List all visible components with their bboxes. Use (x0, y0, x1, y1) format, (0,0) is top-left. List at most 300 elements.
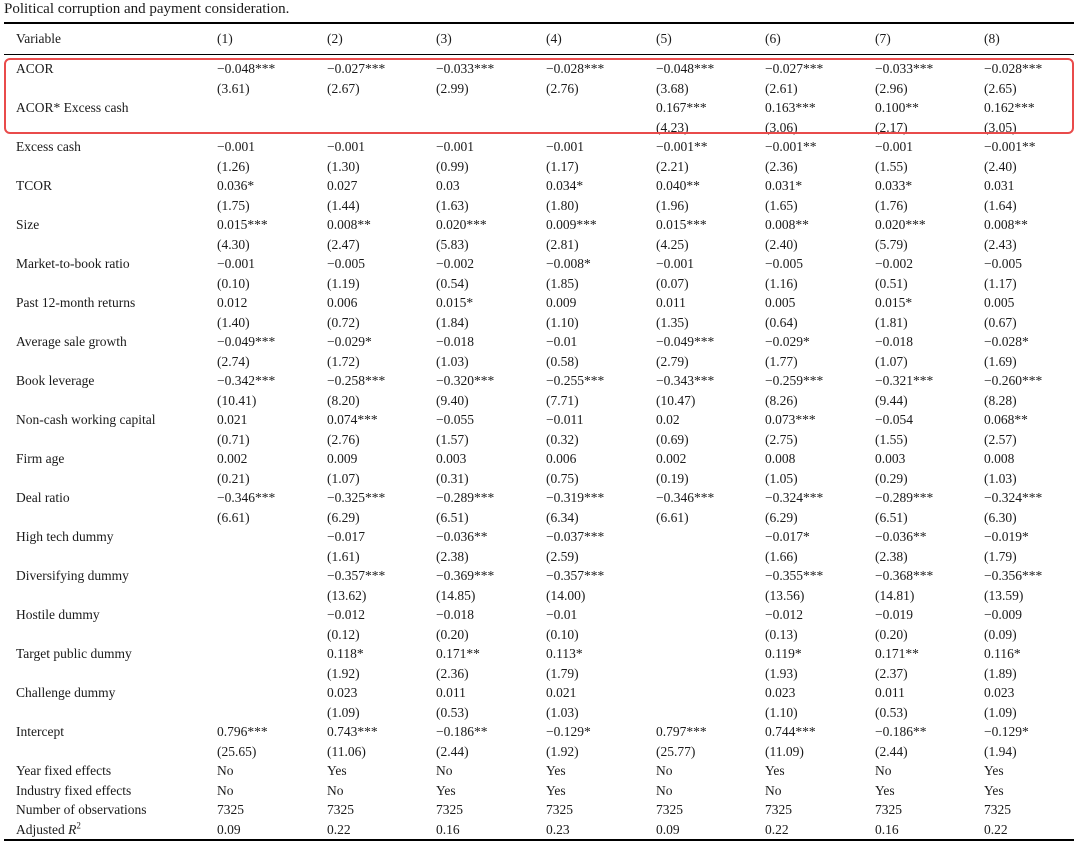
coef-row (4, 137, 1074, 157)
coef-cell: 0.033* (875, 178, 913, 193)
tstat-cell: (0.51) (875, 275, 908, 291)
tstat-cell (644, 547, 753, 567)
row-label-empty (4, 274, 205, 294)
row-label-empty (4, 469, 205, 489)
tstat-cell: (25.65) (217, 743, 257, 759)
tstat-cell: (10.41) (217, 392, 257, 408)
footer-cell: 7325 (546, 802, 573, 817)
footer-cell: Yes (765, 763, 785, 778)
coef-cell: −0.001 (217, 256, 255, 271)
row-label-empty (4, 742, 205, 762)
row-label: TCOR (16, 178, 53, 193)
tstat-row (4, 586, 1074, 606)
tstat-cell: (2.96) (875, 80, 908, 96)
coef-cell: 0.008** (327, 217, 371, 232)
coef-cell: −0.033*** (875, 61, 934, 76)
tstat-cell: (2.44) (436, 743, 469, 759)
header-variable: Variable (4, 23, 205, 55)
coef-cell: −0.036** (436, 529, 488, 544)
row-label: Book leverage (16, 373, 95, 388)
tstat-row (4, 157, 1074, 177)
tstat-cell: (1.10) (546, 314, 579, 330)
coef-cell: −0.001 (546, 139, 584, 154)
tstat-cell: (2.65) (984, 80, 1017, 96)
regression-table (4, 22, 1074, 841)
r-symbol: R (68, 821, 77, 837)
tstat-cell: (2.75) (765, 431, 798, 447)
row-label-empty (4, 430, 205, 450)
tstat-cell: (2.74) (217, 353, 250, 369)
tstat-cell (205, 586, 315, 606)
footer-cell: 7325 (327, 802, 354, 817)
tstat-cell (205, 118, 315, 138)
header-col-6: (6) (753, 23, 863, 55)
tstat-cell: (0.58) (546, 353, 579, 369)
coef-cell: −0.186** (436, 724, 488, 739)
coef-cell: −0.186** (875, 724, 927, 739)
footer-cell: 7325 (217, 802, 244, 817)
adjusted-word: Adjusted (16, 821, 65, 837)
tstat-row (4, 352, 1074, 372)
coef-cell: 0.073*** (765, 412, 816, 427)
row-label-empty (4, 664, 205, 684)
tstat-cell: (1.75) (217, 197, 250, 213)
coef-cell: −0.289*** (875, 490, 934, 505)
coef-cell: 0.005 (984, 295, 1015, 310)
coef-cell: −0.001 (436, 139, 474, 154)
tstat-cell: (1.94) (984, 743, 1017, 759)
coef-cell: −0.018 (875, 334, 913, 349)
coef-cell: 0.006 (546, 451, 577, 466)
tstat-cell: (1.09) (327, 704, 360, 720)
coef-cell: −0.028*** (546, 61, 605, 76)
tstat-cell: (1.69) (984, 353, 1017, 369)
tstat-cell: (2.17) (875, 119, 908, 135)
row-label: Past 12-month returns (16, 295, 136, 310)
tstat-cell: (1.77) (765, 353, 798, 369)
coef-cell: −0.342*** (217, 373, 276, 388)
tstat-cell: (1.17) (546, 158, 579, 174)
coef-cell: −0.324*** (765, 490, 824, 505)
footer-cell: Yes (875, 782, 895, 798)
coef-cell: 0.009 (327, 451, 358, 466)
tstat-cell: (4.25) (656, 236, 689, 252)
coef-cell: 0.021 (217, 412, 248, 427)
coef-cell (534, 98, 644, 118)
tstat-cell: (1.76) (875, 197, 908, 213)
coef-cell: −0.255*** (546, 373, 605, 388)
coef-cell: 0.171** (875, 646, 919, 661)
tstat-cell (644, 586, 753, 606)
footer-cell: Yes (327, 763, 347, 778)
tstat-cell: (0.54) (436, 275, 469, 291)
coef-cell: −0.029* (327, 334, 372, 349)
tstat-cell: (6.29) (327, 509, 360, 525)
tstat-cell: (0.64) (765, 314, 798, 330)
tstat-cell: (1.63) (436, 197, 469, 213)
coef-cell: −0.001** (984, 139, 1036, 154)
tstat-cell: (1.65) (765, 197, 798, 213)
row-label: Challenge dummy (16, 685, 116, 700)
coef-cell (205, 683, 315, 703)
tstat-cell: (3.61) (217, 80, 250, 96)
tstat-cell: (0.75) (546, 470, 579, 486)
coef-cell: −0.017* (765, 529, 810, 544)
tstat-cell: (3.05) (984, 119, 1017, 135)
tstat-cell: (0.19) (656, 470, 689, 486)
coef-cell: 0.015* (875, 295, 913, 310)
tstat-cell: (2.76) (546, 80, 579, 96)
footer-cell: Yes (984, 763, 1004, 778)
coef-cell: 0.027 (327, 178, 358, 193)
tstat-cell: (10.47) (656, 392, 696, 408)
tstat-cell: (2.40) (984, 158, 1017, 174)
coef-cell: 0.008** (984, 217, 1028, 232)
coef-cell: −0.019 (875, 607, 913, 622)
footer-cell: 7325 (765, 802, 792, 817)
tstat-cell: (0.07) (656, 275, 689, 291)
coef-cell: −0.001 (875, 139, 913, 154)
coef-cell: −0.319*** (546, 490, 605, 505)
row-label: Firm age (16, 451, 65, 466)
coef-row (4, 683, 1074, 703)
coef-cell: −0.048*** (217, 61, 276, 76)
tstat-cell: (0.10) (546, 626, 579, 642)
coef-cell: 0.031* (765, 178, 803, 193)
coef-cell: −0.289*** (436, 490, 495, 505)
coef-cell: 0.167*** (656, 100, 707, 115)
coef-cell: −0.258*** (327, 373, 386, 388)
footer-cell: 7325 (984, 802, 1011, 817)
tstat-cell: (1.89) (984, 665, 1017, 681)
coef-cell: −0.01 (546, 607, 578, 622)
coef-cell: 0.031 (984, 178, 1015, 193)
tstat-row (4, 430, 1074, 450)
tstat-cell (205, 625, 315, 645)
coef-cell: −0.01 (546, 334, 578, 349)
header-col-8: (8) (972, 23, 1074, 55)
adjusted-r2-cell: 0.09 (205, 820, 315, 841)
coef-cell: 0.011 (656, 295, 686, 310)
coef-cell (644, 566, 753, 586)
tstat-cell: (0.99) (436, 158, 469, 174)
tstat-cell (205, 703, 315, 723)
header-col-7: (7) (863, 23, 972, 55)
tstat-cell (644, 664, 753, 684)
coef-cell: −0.325*** (327, 490, 386, 505)
coef-cell: 0.036* (217, 178, 255, 193)
coef-cell: −0.002 (875, 256, 913, 271)
tstat-cell: (2.44) (875, 743, 908, 759)
tstat-cell: (1.64) (984, 197, 1017, 213)
footer-row (4, 781, 1074, 801)
header-col-5: (5) (644, 23, 753, 55)
tstat-cell: (0.71) (217, 431, 250, 447)
tstat-cell: (1.80) (546, 197, 579, 213)
coef-cell: 0.015* (436, 295, 474, 310)
row-label-empty (4, 586, 205, 606)
coef-cell: −0.018 (436, 607, 474, 622)
footer-cell: No (436, 763, 453, 778)
coef-row (4, 254, 1074, 274)
tstat-cell: (6.61) (656, 509, 689, 525)
tstat-cell: (6.61) (217, 509, 250, 525)
table-caption: Political corruption and payment consideration. (4, 1, 290, 17)
tstat-row (4, 664, 1074, 684)
coef-cell: −0.008* (546, 256, 591, 271)
coef-cell: 0.119* (765, 646, 802, 661)
coef-cell: 0.002 (217, 451, 248, 466)
row-label: Target public dummy (16, 646, 132, 661)
row-label-empty (4, 313, 205, 333)
coef-cell: 0.020*** (436, 217, 487, 232)
tstat-cell: (2.47) (327, 236, 360, 252)
coef-cell: 0.015*** (656, 217, 707, 232)
tstat-cell: (1.07) (327, 470, 360, 486)
tstat-cell: (1.72) (327, 353, 360, 369)
coef-cell: −0.357*** (327, 568, 386, 583)
row-label: High tech dummy (16, 529, 114, 544)
coef-cell: −0.260*** (984, 373, 1043, 388)
coef-cell: 0.744*** (765, 724, 816, 739)
tstat-row (4, 508, 1074, 528)
adjusted-r2-cell: 0.23 (534, 820, 644, 841)
tstat-cell: (6.30) (984, 509, 1017, 525)
coef-cell: 0.023 (984, 685, 1015, 700)
tstat-cell: (1.26) (217, 158, 250, 174)
tstat-cell: (1.09) (984, 704, 1017, 720)
coef-row (4, 644, 1074, 664)
coef-cell: 0.008** (765, 217, 809, 232)
tstat-cell: (1.10) (765, 704, 798, 720)
coef-cell: −0.001** (765, 139, 817, 154)
tstat-cell: (1.81) (875, 314, 908, 330)
coef-cell: −0.049*** (656, 334, 715, 349)
coef-cell: 0.796*** (217, 724, 268, 739)
row-label: Hostile dummy (16, 607, 100, 622)
row-label: Market-to-book ratio (16, 256, 130, 271)
coef-cell: 0.006 (327, 295, 358, 310)
tstat-cell: (14.00) (546, 587, 586, 603)
tstat-cell: (9.40) (436, 392, 469, 408)
coef-cell: 0.743*** (327, 724, 378, 739)
tstat-cell: (1.55) (875, 158, 908, 174)
coef-cell: 0.003 (436, 451, 467, 466)
tstat-cell: (1.61) (327, 548, 360, 564)
footer-cell: Yes (546, 782, 566, 798)
footer-cell: No (656, 782, 673, 798)
coef-cell: 0.074*** (327, 412, 378, 427)
tstat-cell: (1.03) (546, 704, 579, 720)
tstat-cell: (1.44) (327, 197, 360, 213)
footer-cell: Yes (546, 763, 566, 778)
tstat-cell: (2.37) (875, 665, 908, 681)
tstat-cell: (1.96) (656, 197, 689, 213)
row-label-empty (4, 157, 205, 177)
coef-cell: 0.003 (875, 451, 906, 466)
tstat-cell: (11.09) (765, 743, 804, 759)
coef-cell: −0.259*** (765, 373, 824, 388)
tstat-cell: (2.38) (875, 548, 908, 564)
footer-cell: Yes (984, 782, 1004, 798)
row-label-empty (4, 196, 205, 216)
coef-row (4, 527, 1074, 547)
footer-cell: No (765, 782, 782, 798)
tstat-cell: (2.36) (765, 158, 798, 174)
coef-cell: −0.001 (656, 256, 694, 271)
coef-cell: 0.797*** (656, 724, 707, 739)
row-label-empty (4, 118, 205, 138)
tstat-row (4, 235, 1074, 255)
tstat-cell: (5.83) (436, 236, 469, 252)
coef-cell: −0.129* (546, 724, 591, 739)
coef-cell: −0.027*** (765, 61, 824, 76)
tstat-cell (644, 625, 753, 645)
coef-cell: −0.368*** (875, 568, 934, 583)
coef-cell (644, 527, 753, 547)
coef-cell: −0.054 (875, 412, 913, 427)
coef-cell: 0.118* (327, 646, 364, 661)
coef-cell: −0.001 (327, 139, 365, 154)
coef-cell (205, 605, 315, 625)
coef-row (4, 332, 1074, 352)
tstat-row (4, 196, 1074, 216)
coef-row (4, 488, 1074, 508)
tstat-cell: (1.35) (656, 314, 689, 330)
tstat-cell: (1.17) (984, 275, 1017, 291)
tstat-cell: (8.20) (327, 392, 360, 408)
footer-cell: No (327, 782, 344, 798)
footer-cell: No (217, 763, 234, 778)
coef-cell: −0.356*** (984, 568, 1043, 583)
footer-cell: 7325 (875, 802, 902, 817)
footer-cell: No (875, 763, 892, 778)
footer-label: Industry fixed effects (16, 782, 132, 798)
tstat-cell: (0.21) (217, 470, 250, 486)
coef-cell: 0.113* (546, 646, 583, 661)
coef-row (4, 449, 1074, 469)
tstat-cell: (2.81) (546, 236, 579, 252)
coef-cell: 0.116* (984, 646, 1021, 661)
coef-row (4, 605, 1074, 625)
coef-cell: −0.369*** (436, 568, 495, 583)
tstat-cell: (1.55) (875, 431, 908, 447)
coef-cell (205, 644, 315, 664)
tstat-cell: (2.40) (765, 236, 798, 252)
tstat-cell: (3.68) (656, 80, 689, 96)
coef-cell (644, 605, 753, 625)
tstat-cell: (2.79) (656, 353, 689, 369)
tstat-cell: (0.12) (327, 626, 360, 642)
row-label-empty (4, 703, 205, 723)
coef-row (4, 566, 1074, 586)
coef-cell: −0.005 (327, 256, 365, 271)
footer-cell: No (656, 763, 673, 778)
coef-row (4, 59, 1074, 79)
coef-cell: 0.040** (656, 178, 700, 193)
tstat-cell: (0.09) (984, 626, 1017, 642)
tstat-cell: (3.06) (765, 119, 798, 135)
tstat-cell (205, 664, 315, 684)
adjusted-r2-cell: 0.22 (753, 820, 863, 841)
coef-cell: 0.163*** (765, 100, 816, 115)
tstat-cell: (14.85) (436, 587, 476, 603)
tstat-cell: (0.69) (656, 431, 689, 447)
tstat-cell: (1.84) (436, 314, 469, 330)
tstat-cell: (8.28) (984, 392, 1017, 408)
header-row (4, 23, 1074, 55)
coef-row (4, 722, 1074, 742)
tstat-cell: (1.30) (327, 158, 360, 174)
tstat-row (4, 742, 1074, 762)
tstat-cell: (6.51) (875, 509, 908, 525)
tstat-row (4, 703, 1074, 723)
footer-row (4, 800, 1074, 820)
tstat-cell: (4.30) (217, 236, 250, 252)
tstat-row (4, 79, 1074, 99)
tstat-cell: (6.29) (765, 509, 798, 525)
tstat-row (4, 313, 1074, 333)
row-label: Excess cash (16, 139, 81, 154)
coef-cell: 0.100** (875, 100, 919, 115)
coef-cell: 0.034* (546, 178, 584, 193)
row-label: Non-cash working capital (16, 412, 156, 427)
tstat-row (4, 547, 1074, 567)
tstat-cell: (13.59) (984, 587, 1024, 603)
tstat-row (4, 391, 1074, 411)
tstat-cell (205, 547, 315, 567)
coef-cell: 0.011 (875, 685, 905, 700)
coef-row (4, 215, 1074, 235)
footer-cell: 7325 (436, 802, 463, 817)
coef-cell: −0.005 (984, 256, 1022, 271)
coef-cell: −0.028*** (984, 61, 1043, 76)
tstat-cell: (0.31) (436, 470, 469, 486)
tstat-cell: (2.67) (327, 80, 360, 96)
coef-cell: 0.171** (436, 646, 480, 661)
row-label: Average sale growth (16, 334, 127, 349)
tstat-cell: (1.92) (327, 665, 360, 681)
tstat-cell: (8.26) (765, 392, 798, 408)
row-label-empty (4, 391, 205, 411)
row-label-empty (4, 235, 205, 255)
coef-cell: −0.002 (436, 256, 474, 271)
tstat-cell: (1.66) (765, 548, 798, 564)
coef-cell: −0.028* (984, 334, 1029, 349)
coef-cell: 0.011 (436, 685, 466, 700)
tstat-row (4, 625, 1074, 645)
coef-cell: 0.02 (656, 412, 680, 427)
tstat-cell: (1.40) (217, 314, 250, 330)
coef-cell: −0.320*** (436, 373, 495, 388)
coef-cell: −0.357*** (546, 568, 605, 583)
row-label-empty (4, 625, 205, 645)
tstat-cell: (0.20) (436, 626, 469, 642)
tstat-cell: (1.03) (436, 353, 469, 369)
coef-cell: −0.012 (765, 607, 803, 622)
adjusted-r2-cell: 0.22 (972, 820, 1074, 841)
coef-cell: 0.03 (436, 178, 460, 193)
coef-cell: −0.355*** (765, 568, 824, 583)
adjusted-r2-cell: 0.16 (424, 820, 534, 841)
coef-row (4, 176, 1074, 196)
coef-cell: −0.012 (327, 607, 365, 622)
tstat-cell (424, 118, 534, 138)
tstat-cell: (2.76) (327, 431, 360, 447)
coef-cell: −0.346*** (217, 490, 276, 505)
tstat-cell: (1.85) (546, 275, 579, 291)
table-body (4, 55, 1074, 841)
